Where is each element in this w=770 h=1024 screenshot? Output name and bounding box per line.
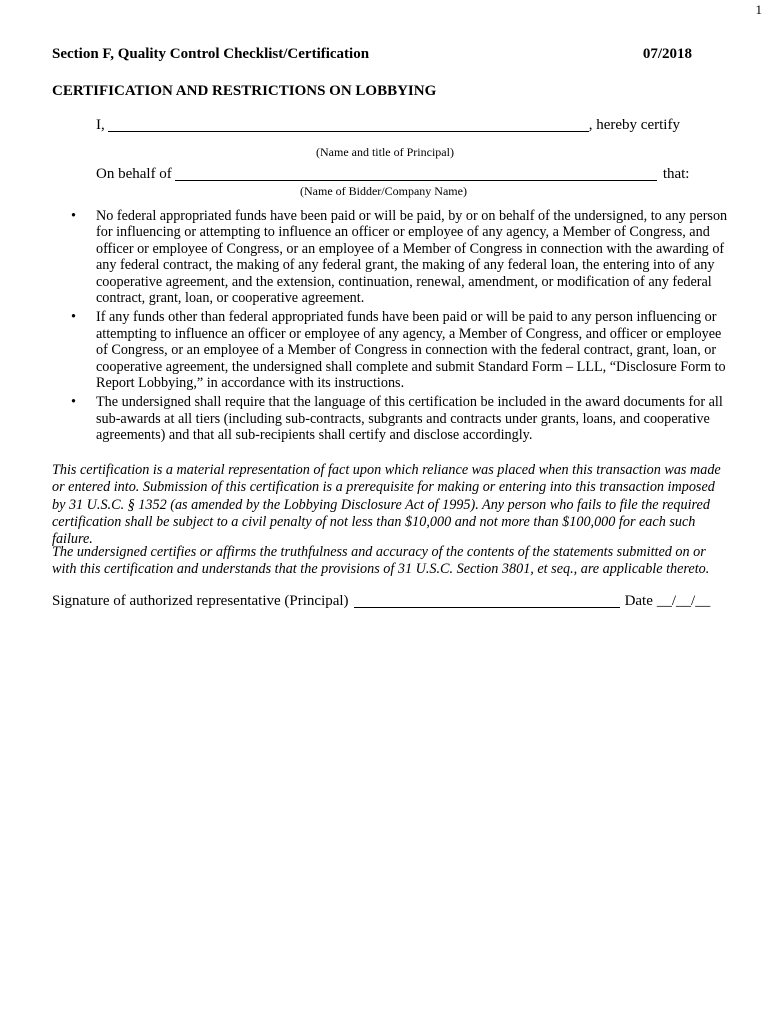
company-name-field[interactable]	[175, 166, 657, 181]
revision-date: 07/2018	[642, 46, 692, 62]
date-field[interactable]: __/__/__	[656, 593, 711, 609]
signature-row	[52, 593, 710, 610]
signature-field[interactable]	[354, 593, 620, 608]
certification-list	[62, 208, 728, 447]
date-label: Date	[624, 593, 653, 609]
list-item	[62, 394, 728, 443]
list-item	[62, 309, 728, 391]
list-item-text: If any funds other than federal appropriated funds have been paid or will be paid to any person influencing or attempting to influence an officer or employee of any agency, a Member of Congress, and officer or employee of Congress, or an employee of a Member of Congress in connection with the federal contract, grant, loan, or cooperative agreement, the undersigned shall complete and submit Standard Form – LLL, “Disclosure Form to Report Lobbying,” in accordance with its instructions.	[96, 309, 726, 392]
document-header	[52, 46, 692, 63]
affirmation-paragraph: The undersigned certifies or affirms the truthfulness and accuracy of the contents of the statements submitted on or with this certification and understands that the provisions of 31 U.S.C. Section 3801, et seq., are applicable thereto.	[52, 544, 710, 578]
principal-name-field[interactable]	[108, 117, 589, 132]
principal-line	[96, 117, 680, 134]
principal-prefix: I,	[96, 117, 105, 133]
bullet-icon: •	[71, 208, 76, 224]
bullet-icon: •	[71, 394, 76, 411]
list-item	[62, 208, 728, 306]
principal-suffix: , hereby certify	[588, 117, 680, 133]
company-line	[96, 166, 689, 183]
company-prefix: On behalf of	[96, 166, 172, 182]
list-item-text: No federal appropriated funds have been paid or will be paid, by or on behalf of the undersigned, to any person for influencing or attempting to influence an officer or employee of any agency, a Member of Congress, and officer or employee of Congress, or an employee of a Member of Congress in connection with the awarding of any federal contract, the making of any federal grant, the making of any federal loan, the entering into of any cooperative agreement, and the extension, continuation, renewal, amendment, or modification of any federal contract, grant, loan, or cooperative agreement.	[96, 208, 728, 307]
bullet-icon: •	[71, 309, 76, 326]
section-title: Section F, Quality Control Checklist/Certification	[52, 46, 370, 62]
principal-hint: (Name and title of Principal)	[316, 145, 454, 159]
company-hint: (Name of Bidder/Company Name)	[300, 184, 467, 198]
page-title: CERTIFICATION AND RESTRICTIONS ON LOBBYING	[52, 83, 437, 99]
page-number: 1	[755, 2, 762, 17]
list-item-text: The undersigned shall require that the language of this certification be included in the award documents for all sub-awards at all tiers (including sub-contracts, subgrants and contracts under grants, loans, and cooperative agreements) and that all sub-recipients shall certify and disclose accordingly.	[96, 394, 723, 444]
signature-label: Signature of authorized representative (Principal)	[52, 593, 349, 609]
material-representation-paragraph: This certification is a material representation of fact upon which reliance was placed when this transaction was made or entered into. Submission of this certification is a prerequisite for making or entering into this transaction imposed by 31 U.S.C. § 1352 (as amended by the Lobbying Disclosure Act of 1995). Any person who fails to file the required certification shall be subject to a civil penalty of not less than $10,000 and not more than $100,000 for each such failure.	[52, 462, 721, 548]
company-suffix: that:	[662, 166, 690, 182]
